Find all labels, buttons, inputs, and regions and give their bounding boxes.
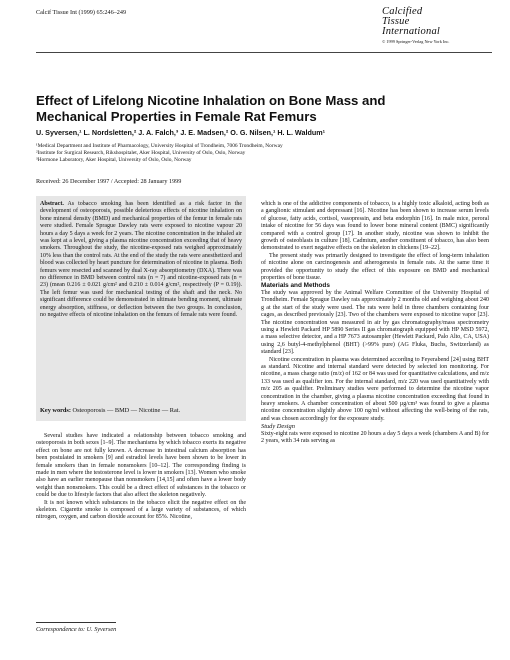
study-design-heading: Study Design — [261, 423, 295, 431]
paper-title: Effect of Lifelong Nicotine Inhalation on Bone Mass and Mechanical Properties in Female Rat Femurs — [36, 93, 386, 124]
journal-logo — [382, 7, 492, 44]
abstract-label: Abstract. — [40, 201, 64, 207]
introduction-column — [36, 433, 246, 522]
abstract — [40, 201, 242, 320]
logo-line-2: Tissue — [382, 16, 410, 27]
affiliation-1: ¹Medical Department and Institute of Pharmacology, University Hospital of Trondheim, 7006 Trondheim, Norway — [36, 143, 283, 149]
header-rule — [36, 52, 492, 53]
abstract-text: As tobacco smoking has been identified as a risk factor in the development of osteoporosis, possible deleterious effects of nicotine inhalation on bone mineral density (BMD) and mechanical properties of the femur in female rats were studied. Female Sprague Dawley rats were exposed to nicotine vapour 20 hours a day 5 days a week for 2 years. The nicotine concentration in the inhaled air was kept at a level, giving a plasma nicotine concentration exceeding that of heavy smokers. Throughout the study, the nicotine-exposed rats weighed approximately 10% less than the control rats. At the end of the study the rats were anesthetized and blood was collected by heart puncture for determination of nicotine in plasma. Both femurs were resected and scanned by dual X-ray absorptiometry (DXA). There was no difference in BMD between control rats (n = 7) and nicotine-exposed rats (n = 23) (mean 0.216 ± 0.021 g/cm² and 0.210 ± 0.014 g/cm², respectively (P = 0.19)). The left femur was used for mechanical testing of the shaft and the neck. No significant difference could be demonstrated in ultimate bending moment, ultimate energy absorption, stiffness, or deflection between the two groups. In conclusion, no negative effects of nicotine inhalation on the femurs of female rats were found. — [40, 201, 242, 319]
received-dates: Received: 26 December 1997 / Accepted: 28 January 1999 — [36, 178, 182, 185]
right-column — [261, 201, 489, 445]
affiliation-2: ²Institute for Surgical Research, Rikshospitalet, Aker Hospital, University of Oslo, Oslo, Norway — [36, 150, 246, 156]
logo-line-1: Calcified — [382, 6, 423, 17]
methods-paragraph: Nicotine concentration in plasma was determined according to Feyerabend [24] using BHT as standard. Nicotine and internal standard were detected by selected ion monitoring. For nicotine, a mass charge ratio (m/z) of 162 or 84 was used for quantitative calculations, and m/z 133 was used as qualifier ion. For the internal standard, m/z 220 was used quantitatively with m/z 205 as qualifier. Preliminary studies were performed to determine the nicotine vapor concentration in the chamber, giving a plasma nicotine concentration exceeding that found in heavy smokers. A chamber concentration of about 500 µg/cm³ was found to give a plasma nicotine concentration slightly above 100 ng/ml without affecting the well-being of the rats, and was chosen accordingly for the exposure study. — [261, 356, 489, 422]
intro-paragraph: Several studies have indicated a relationship between tobacco smoking and osteoporosis in both sexes [1–9]. The mechanisms by which tobacco exerts its negative effect on bone are not fully known. A decrease in intestinal calcium absorption has been postulated in smokers [9] and estradiol levels have been shown to be lower in female smokers than in female nonsmokers [10–12]. The corresponding finding is made in men where the testosterone level is lower in smokers [13]. Women who smoke also have an earlier menopause than nonsmokers [14,15] and often have a lower body weight than nonsmokers. This could be a direct effect of substances in the tobacco or could be due to lifestyle factors that also affect the skeleton negatively. — [36, 433, 246, 499]
journal-citation: Calcif Tissue Int (1999) 65:246–249 — [36, 9, 127, 16]
intro-paragraph: It is not known which substances in the tobacco elicit the negative effect on the skeleton. Cigarette smoke is composed of a large variety of substances, of which nitrogen, oxygen, and carbon dioxide account for 85%. Nicotine, — [36, 499, 246, 521]
methods-heading: Materials and Methods — [261, 282, 330, 290]
copyright-notice: © 1999 Springer-Verlag New York Inc. — [382, 39, 450, 44]
logo-line-3: International — [382, 26, 441, 37]
body-paragraph: which is one of the addictive components of tobacco, is a highly toxic alkaloid, acting both as a ganglionic stimulant and depressant [16]. Nicotine has been shown to increase serum levels of glucose, fatty acids, cortisol, vasopressin, and beta endorphin [16]. In male mice, peroral intake of nicotine for 56 days was found to lower bone mineral content (BMC) significantly compared with a control group [17]. In another study, nicotine was shown to inhibit the growth of osteoblasts in culture [18]. Cadmium, another constituent of tobacco, has also been demonstrated to exert negative effects on the skeleton in chickens [19–22]. — [261, 201, 489, 252]
author-list: U. Syversen,¹ L. Nordsletten,² J. A. Falch,³ J. E. Madsen,² O. G. Nilsen,¹ H. L. Waldum¹ — [36, 128, 326, 137]
study-design-paragraph: Sixty-eight rats were exposed to nicotine 20 hours a day 5 days a week (chambers A and B) for 2 years, with 34 rats serving as — [261, 430, 489, 444]
correspondence-note: Correspondence to: U. Syversen — [36, 626, 117, 633]
body-paragraph: The present study was primarily designed to investigate the effect of long-term inhalation of nicotine alone on carcinogenesis and atherogenesis in female rats. At the same time it provided the opportunity to study the effect of this exposure on BMD and mechanical properties of bone tissue. — [261, 252, 489, 282]
affiliation-3: ³Hormone Laboratory, Aker Hospital, University of Oslo, Oslo, Norway — [36, 157, 192, 163]
keywords-label: Key words: — [40, 407, 71, 414]
methods-paragraph: The study was approved by the Animal Welfare Committee of the University Hospital of Trondheim. Female Sprague Dawley rats approximately 2 months old and weighing about 240 g at the start of the study were used. The rats were held in three chambers containing four cages, as described previously [23]. Two of the chambers were exposed to nicotine vapor [23]. The nicotine concentration was measured in air by gas chromatography/mass spectrometry using a Hewlett Packard HP 5890 Series II gas chromatograph equipped with HP MSD 5972, a mass selective detector, and a HP 7673 autosampler (Hewlett Packard, Palo Alto, CA, USA) using 2,6 butyl-4-methylphenol (BHT) (>99% pure) (AG Fluka, Buchs, Switzerland) as standard [23]. — [261, 289, 489, 356]
keywords — [40, 407, 180, 414]
keywords-text: Osteoporosis — BMD — Nicotine — Rat. — [72, 407, 181, 414]
footnote-rule — [36, 622, 116, 623]
